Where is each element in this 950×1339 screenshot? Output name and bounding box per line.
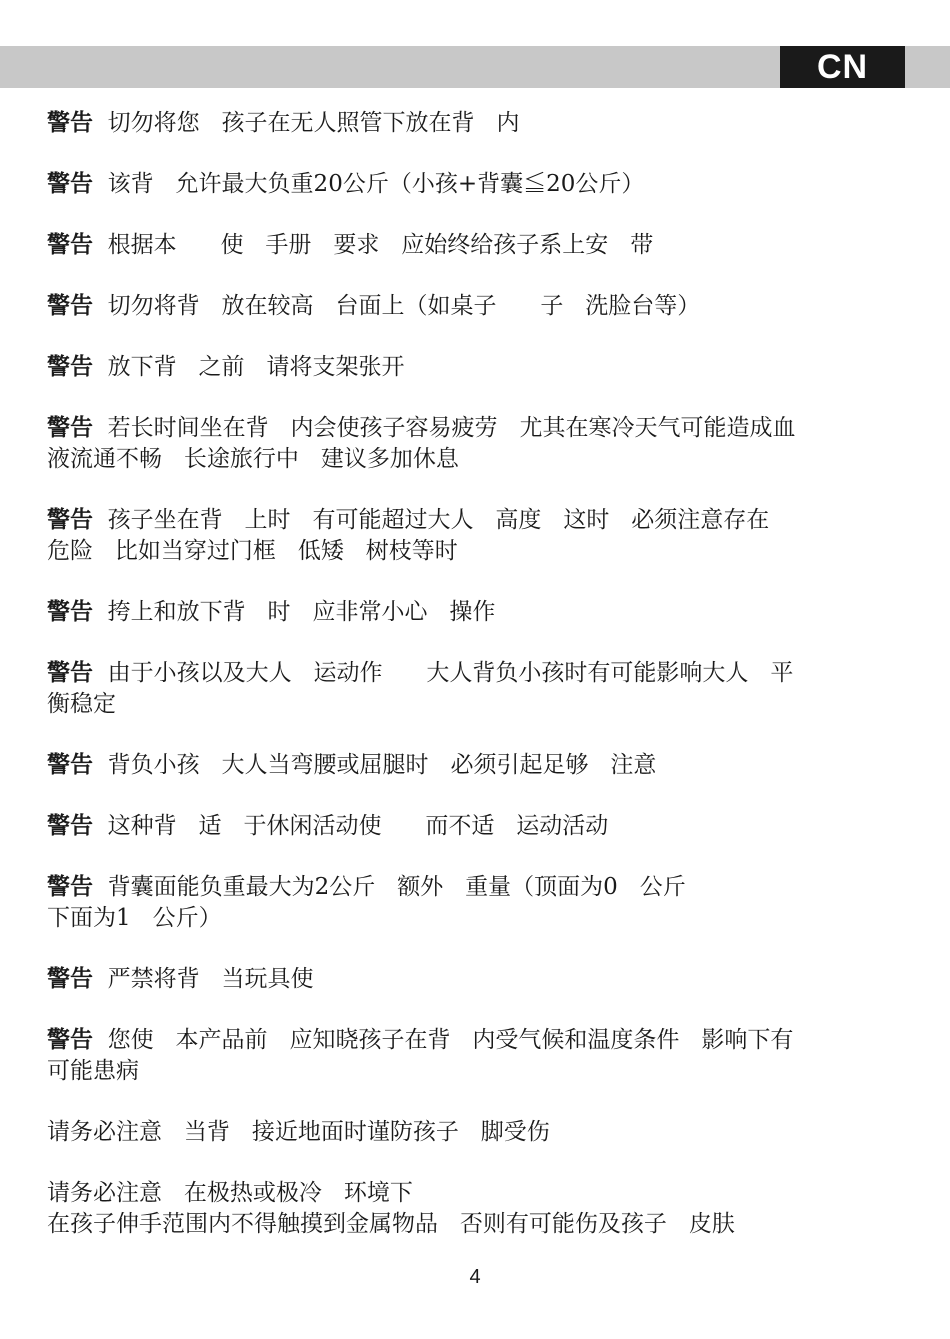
warning-text: 请务必注意 当背 接近地面时谨防孩子 脚受伤 [47, 1119, 550, 1145]
warning-text: 危险 比如当穿过门框 低矮 树枝等时 [47, 538, 458, 564]
warning-item [47, 169, 892, 200]
warning-label: 警告 [47, 599, 93, 625]
warning-text: 根据本 使 手册 要求 应始终给孩子系上安 带 [93, 232, 654, 258]
warning-item [47, 1025, 892, 1087]
warning-text: 孩子坐在背 上时 有可能超过大人 高度 这时 必须注意存在 [93, 507, 770, 533]
warning-label: 警告 [47, 966, 93, 992]
warning-item [47, 750, 892, 781]
warning-item [47, 597, 892, 628]
warning-text: 切勿将您 孩子在无人照管下放在背 内 [93, 110, 520, 136]
warning-item [47, 413, 892, 475]
warning-text: 下面为1 公斤） [47, 905, 222, 931]
warning-text: 背负小孩 大人当弯腰或屈腿时 必须引起足够 注意 [93, 752, 657, 778]
page-number: 4 [469, 1266, 481, 1288]
warning-label: 警告 [47, 232, 93, 258]
warning-text: 请务必注意 在极热或极冷 环境下 [47, 1180, 413, 1206]
warning-text: 背囊面能负重最大为2公斤 额外 重量（顶面为0 公斤 [93, 874, 686, 900]
warning-text: 切勿将背 放在较高 台面上（如桌子 子 洗脸台等） [93, 293, 701, 319]
warning-text: 挎上和放下背 时 应非常小心 操作 [93, 599, 496, 625]
warning-text: 这种背 适 于休闲活动使 而不适 运动活动 [93, 813, 609, 839]
warning-item [47, 964, 892, 995]
warning-label: 警告 [47, 752, 93, 778]
warning-text: 若长时间坐在背 内会使孩子容易疲劳 尤其在寒冷天气可能造成血 [93, 415, 796, 441]
warning-item [47, 230, 892, 261]
warning-item [47, 872, 892, 934]
warning-label: 警告 [47, 415, 93, 441]
warning-text: 液流通不畅 长途旅行中 建议多加休息 [47, 446, 459, 472]
warning-label: 警告 [47, 660, 93, 686]
warning-text: 衡稳定 [47, 691, 116, 717]
warning-text: 该背 允许最大负重20公斤（小孩+背囊≦20公斤） [93, 171, 645, 197]
language-badge: CN [780, 46, 905, 88]
warning-item [47, 505, 892, 567]
warning-label: 警告 [47, 874, 93, 900]
warning-label: 警告 [47, 171, 93, 197]
warning-label: 警告 [47, 1027, 93, 1053]
warning-label: 警告 [47, 293, 93, 319]
warning-text: 您使 本产品前 应知晓孩子在背 内受气候和温度条件 影响下有 [93, 1027, 794, 1053]
warning-item [47, 291, 892, 322]
warning-item [47, 1117, 892, 1148]
warning-text: 由于小孩以及大人 运动作 大人背负小孩时有可能影响大人 平 [93, 660, 794, 686]
warning-item [47, 108, 892, 139]
warning-text: 严禁将背 当玩具使 [93, 966, 314, 992]
warning-text: 可能患病 [47, 1058, 139, 1084]
warning-item [47, 658, 892, 720]
warning-label: 警告 [47, 354, 93, 380]
warning-item [47, 811, 892, 842]
warning-label: 警告 [47, 813, 93, 839]
warnings-list [47, 108, 892, 1270]
warning-item [47, 352, 892, 383]
warning-text: 放下背 之前 请将支架张开 [93, 354, 405, 380]
warning-label: 警告 [47, 110, 93, 136]
warning-label: 警告 [47, 507, 93, 533]
warning-text: 在孩子伸手范围内不得触摸到金属物品 否则有可能伤及孩子 皮肤 [47, 1211, 735, 1237]
warning-item [47, 1178, 892, 1240]
